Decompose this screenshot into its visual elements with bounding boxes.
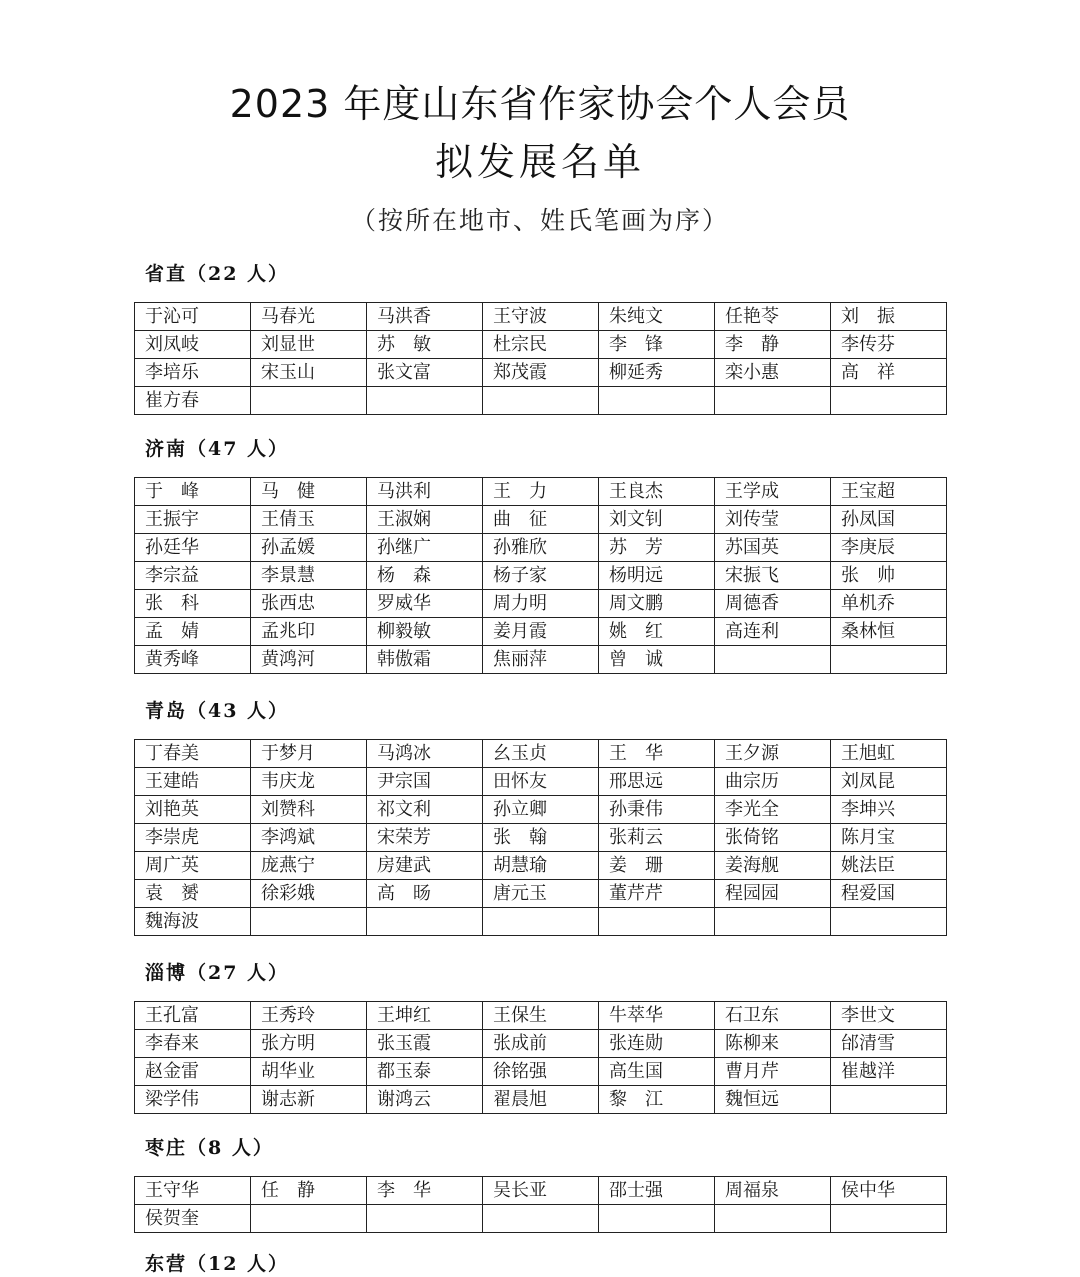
member-name-cell: 牛萃华 bbox=[599, 1002, 715, 1030]
member-name-cell: 孙立卿 bbox=[483, 796, 599, 824]
member-name-cell: 王夕源 bbox=[715, 740, 831, 768]
section-heading: 东营（12 人） bbox=[145, 1253, 290, 1275]
member-name-cell bbox=[831, 908, 947, 936]
member-name-cell: 张玉霞 bbox=[367, 1030, 483, 1058]
table-row bbox=[135, 562, 947, 590]
member-name-cell: 孙雅欣 bbox=[483, 534, 599, 562]
member-name-cell: 曲宗历 bbox=[715, 768, 831, 796]
table-row bbox=[135, 331, 947, 359]
member-name-cell: 周广英 bbox=[135, 852, 251, 880]
member-name-cell: 张莉云 bbox=[599, 824, 715, 852]
table-row bbox=[135, 478, 947, 506]
member-name-cell: 赵金雷 bbox=[135, 1058, 251, 1086]
table-row bbox=[135, 534, 947, 562]
member-name-cell: 杨明远 bbox=[599, 562, 715, 590]
member-name-cell: 崔越洋 bbox=[831, 1058, 947, 1086]
member-name-cell: 马鸿冰 bbox=[367, 740, 483, 768]
member-name-cell: 李庚辰 bbox=[831, 534, 947, 562]
member-name-cell: 崔方春 bbox=[135, 387, 251, 415]
member-name-cell: 刘显世 bbox=[251, 331, 367, 359]
member-name-cell: 韦庆龙 bbox=[251, 768, 367, 796]
member-name-cell: 李培乐 bbox=[135, 359, 251, 387]
member-name-cell: 曹月芹 bbox=[715, 1058, 831, 1086]
table-row bbox=[135, 506, 947, 534]
member-table bbox=[134, 739, 947, 936]
member-name-cell: 谢志新 bbox=[251, 1086, 367, 1114]
member-name-cell: 李春来 bbox=[135, 1030, 251, 1058]
member-name-cell: 姜月霞 bbox=[483, 618, 599, 646]
member-name-cell: 翟晨旭 bbox=[483, 1086, 599, 1114]
member-name-cell: 刘传莹 bbox=[715, 506, 831, 534]
member-name-cell: 张文富 bbox=[367, 359, 483, 387]
member-name-cell: 王 华 bbox=[599, 740, 715, 768]
member-name-cell bbox=[483, 387, 599, 415]
member-name-cell: 韩傲霜 bbox=[367, 646, 483, 674]
member-name-cell: 丁春美 bbox=[135, 740, 251, 768]
member-name-cell: 徐彩娥 bbox=[251, 880, 367, 908]
member-name-cell: 李光全 bbox=[715, 796, 831, 824]
table-row bbox=[135, 880, 947, 908]
member-name-cell: 宋玉山 bbox=[251, 359, 367, 387]
member-name-cell: 刘文钊 bbox=[599, 506, 715, 534]
member-name-cell: 高连利 bbox=[715, 618, 831, 646]
member-name-cell: 李 华 bbox=[367, 1177, 483, 1205]
member-name-cell: 王宝超 bbox=[831, 478, 947, 506]
table-row bbox=[135, 590, 947, 618]
member-name-cell: 王坤红 bbox=[367, 1002, 483, 1030]
member-name-cell: 刘凤岐 bbox=[135, 331, 251, 359]
member-name-cell: 张 科 bbox=[135, 590, 251, 618]
member-name-cell: 马 健 bbox=[251, 478, 367, 506]
member-name-cell: 王旭虹 bbox=[831, 740, 947, 768]
member-name-cell bbox=[831, 1086, 947, 1114]
member-name-cell: 邢思远 bbox=[599, 768, 715, 796]
member-name-cell: 幺玉贞 bbox=[483, 740, 599, 768]
section-heading: 济南（47 人） bbox=[145, 438, 290, 460]
member-name-cell: 董芹芹 bbox=[599, 880, 715, 908]
member-name-cell: 郑茂霞 bbox=[483, 359, 599, 387]
member-name-cell: 孙秉伟 bbox=[599, 796, 715, 824]
member-name-cell: 祁文利 bbox=[367, 796, 483, 824]
table-row bbox=[135, 1030, 947, 1058]
member-name-cell bbox=[831, 387, 947, 415]
member-name-cell: 田怀友 bbox=[483, 768, 599, 796]
member-name-cell: 于梦月 bbox=[251, 740, 367, 768]
member-name-cell: 张连勋 bbox=[599, 1030, 715, 1058]
member-name-cell: 徐铭强 bbox=[483, 1058, 599, 1086]
member-name-cell: 庞燕宁 bbox=[251, 852, 367, 880]
table-row bbox=[135, 768, 947, 796]
member-name-cell bbox=[251, 908, 367, 936]
section-heading: 青岛（43 人） bbox=[145, 700, 290, 722]
member-name-cell: 任艳苓 bbox=[715, 303, 831, 331]
member-name-cell: 周德香 bbox=[715, 590, 831, 618]
member-name-cell: 孟兆印 bbox=[251, 618, 367, 646]
table-row bbox=[135, 387, 947, 415]
member-name-cell: 王 力 bbox=[483, 478, 599, 506]
member-name-cell: 王守华 bbox=[135, 1177, 251, 1205]
member-name-cell: 孙孟媛 bbox=[251, 534, 367, 562]
member-name-cell: 陈月宝 bbox=[831, 824, 947, 852]
member-name-cell bbox=[831, 646, 947, 674]
section-heading: 枣庄（8 人） bbox=[145, 1137, 274, 1159]
member-name-cell: 高 祥 bbox=[831, 359, 947, 387]
member-name-cell: 李 锋 bbox=[599, 331, 715, 359]
member-name-cell: 程爱国 bbox=[831, 880, 947, 908]
member-name-cell: 王振宇 bbox=[135, 506, 251, 534]
member-name-cell: 李宗益 bbox=[135, 562, 251, 590]
member-name-cell bbox=[483, 1205, 599, 1233]
member-name-cell: 苏 敏 bbox=[367, 331, 483, 359]
table-row bbox=[135, 796, 947, 824]
member-name-cell: 宋振飞 bbox=[715, 562, 831, 590]
member-name-cell: 孙廷华 bbox=[135, 534, 251, 562]
member-name-cell: 王建皓 bbox=[135, 768, 251, 796]
member-table bbox=[134, 302, 947, 415]
member-name-cell: 孟 婧 bbox=[135, 618, 251, 646]
member-name-cell: 刘赞科 bbox=[251, 796, 367, 824]
member-name-cell: 袁 赟 bbox=[135, 880, 251, 908]
member-name-cell: 唐元玉 bbox=[483, 880, 599, 908]
member-name-cell: 苏 芳 bbox=[599, 534, 715, 562]
member-name-cell: 石卫东 bbox=[715, 1002, 831, 1030]
member-name-cell: 周福泉 bbox=[715, 1177, 831, 1205]
member-name-cell bbox=[599, 908, 715, 936]
member-name-cell: 王淑娴 bbox=[367, 506, 483, 534]
member-table bbox=[134, 1176, 947, 1233]
member-name-cell: 王倩玉 bbox=[251, 506, 367, 534]
member-name-cell: 于 峰 bbox=[135, 478, 251, 506]
table-row bbox=[135, 303, 947, 331]
member-name-cell: 杨子家 bbox=[483, 562, 599, 590]
member-name-cell: 陈柳来 bbox=[715, 1030, 831, 1058]
member-name-cell: 程园园 bbox=[715, 880, 831, 908]
table-row bbox=[135, 646, 947, 674]
member-name-cell: 栾小惠 bbox=[715, 359, 831, 387]
member-name-cell: 马洪香 bbox=[367, 303, 483, 331]
member-name-cell: 李景慧 bbox=[251, 562, 367, 590]
member-name-cell bbox=[251, 387, 367, 415]
member-name-cell: 柳延秀 bbox=[599, 359, 715, 387]
table-row bbox=[135, 1086, 947, 1114]
member-name-cell: 都玉泰 bbox=[367, 1058, 483, 1086]
member-name-cell bbox=[367, 1205, 483, 1233]
member-name-cell: 于沁可 bbox=[135, 303, 251, 331]
document-title: 2023 年度山东省作家协会个人会员 bbox=[229, 82, 851, 126]
table-row bbox=[135, 1058, 947, 1086]
member-name-cell: 周文鹏 bbox=[599, 590, 715, 618]
member-name-cell: 李 静 bbox=[715, 331, 831, 359]
member-name-cell: 李崇虎 bbox=[135, 824, 251, 852]
table-row bbox=[135, 1177, 947, 1205]
member-name-cell: 姚法臣 bbox=[831, 852, 947, 880]
member-name-cell: 胡慧瑜 bbox=[483, 852, 599, 880]
member-name-cell: 罗威华 bbox=[367, 590, 483, 618]
member-name-cell: 张 帅 bbox=[831, 562, 947, 590]
member-name-cell: 王秀玲 bbox=[251, 1002, 367, 1030]
member-name-cell: 朱纯文 bbox=[599, 303, 715, 331]
section-heading: 省直（22 人） bbox=[145, 263, 290, 285]
member-name-cell: 姜海舰 bbox=[715, 852, 831, 880]
member-name-cell: 高 旸 bbox=[367, 880, 483, 908]
member-name-cell: 邰清雪 bbox=[831, 1030, 947, 1058]
member-name-cell: 王守波 bbox=[483, 303, 599, 331]
member-name-cell: 张成前 bbox=[483, 1030, 599, 1058]
table-row bbox=[135, 1205, 947, 1233]
table-row bbox=[135, 824, 947, 852]
document-subtitle: （按所在地市、姓氏笔画为序） bbox=[350, 206, 729, 235]
member-name-cell: 马洪利 bbox=[367, 478, 483, 506]
member-name-cell: 杨 森 bbox=[367, 562, 483, 590]
member-name-cell: 杜宗民 bbox=[483, 331, 599, 359]
table-row bbox=[135, 1002, 947, 1030]
member-name-cell: 周力明 bbox=[483, 590, 599, 618]
table-row bbox=[135, 908, 947, 936]
member-name-cell: 刘凤昆 bbox=[831, 768, 947, 796]
member-name-cell: 张倚铭 bbox=[715, 824, 831, 852]
member-name-cell bbox=[715, 646, 831, 674]
member-name-cell: 姜 珊 bbox=[599, 852, 715, 880]
member-name-cell: 侯中华 bbox=[831, 1177, 947, 1205]
member-name-cell: 焦丽萍 bbox=[483, 646, 599, 674]
member-name-cell bbox=[367, 387, 483, 415]
member-name-cell: 任 静 bbox=[251, 1177, 367, 1205]
member-name-cell: 张方明 bbox=[251, 1030, 367, 1058]
member-name-cell: 王保生 bbox=[483, 1002, 599, 1030]
table-row bbox=[135, 618, 947, 646]
member-name-cell: 李世文 bbox=[831, 1002, 947, 1030]
member-name-cell: 魏海波 bbox=[135, 908, 251, 936]
member-name-cell: 孙凤国 bbox=[831, 506, 947, 534]
member-name-cell: 刘艳英 bbox=[135, 796, 251, 824]
member-name-cell: 马春光 bbox=[251, 303, 367, 331]
member-name-cell: 尹宗国 bbox=[367, 768, 483, 796]
section-heading: 淄博（27 人） bbox=[145, 962, 290, 984]
member-name-cell: 王孔富 bbox=[135, 1002, 251, 1030]
member-name-cell: 房建武 bbox=[367, 852, 483, 880]
member-name-cell: 王学成 bbox=[715, 478, 831, 506]
member-name-cell: 邵士强 bbox=[599, 1177, 715, 1205]
member-name-cell: 梁学伟 bbox=[135, 1086, 251, 1114]
member-name-cell bbox=[483, 908, 599, 936]
member-name-cell: 宋荣芳 bbox=[367, 824, 483, 852]
table-row bbox=[135, 359, 947, 387]
member-name-cell: 胡华业 bbox=[251, 1058, 367, 1086]
table-row bbox=[135, 852, 947, 880]
member-name-cell: 谢鸿云 bbox=[367, 1086, 483, 1114]
member-name-cell: 曾 诚 bbox=[599, 646, 715, 674]
member-name-cell: 曲 征 bbox=[483, 506, 599, 534]
member-name-cell: 柳毅敏 bbox=[367, 618, 483, 646]
member-name-cell: 黄秀峰 bbox=[135, 646, 251, 674]
member-name-cell bbox=[599, 387, 715, 415]
member-name-cell: 黄鸿河 bbox=[251, 646, 367, 674]
member-name-cell: 黎 江 bbox=[599, 1086, 715, 1114]
member-table bbox=[134, 1001, 947, 1114]
member-name-cell: 王良杰 bbox=[599, 478, 715, 506]
member-name-cell bbox=[715, 387, 831, 415]
member-name-cell bbox=[715, 908, 831, 936]
document-title-line2: 拟发展名单 bbox=[434, 140, 645, 184]
member-name-cell: 张西忠 bbox=[251, 590, 367, 618]
member-name-cell: 吴长亚 bbox=[483, 1177, 599, 1205]
member-name-cell bbox=[831, 1205, 947, 1233]
member-name-cell: 单机乔 bbox=[831, 590, 947, 618]
member-name-cell bbox=[715, 1205, 831, 1233]
member-name-cell: 张 翰 bbox=[483, 824, 599, 852]
member-name-cell: 孙继广 bbox=[367, 534, 483, 562]
member-name-cell: 李传芬 bbox=[831, 331, 947, 359]
member-table bbox=[134, 477, 947, 674]
member-name-cell: 桑林恒 bbox=[831, 618, 947, 646]
member-name-cell: 李坤兴 bbox=[831, 796, 947, 824]
member-name-cell: 侯贺奎 bbox=[135, 1205, 251, 1233]
table-row bbox=[135, 740, 947, 768]
member-name-cell: 姚 红 bbox=[599, 618, 715, 646]
member-name-cell: 李鸿斌 bbox=[251, 824, 367, 852]
member-name-cell bbox=[251, 1205, 367, 1233]
member-name-cell: 刘 振 bbox=[831, 303, 947, 331]
member-name-cell: 高生国 bbox=[599, 1058, 715, 1086]
member-name-cell: 魏恒远 bbox=[715, 1086, 831, 1114]
member-name-cell bbox=[599, 1205, 715, 1233]
member-name-cell bbox=[367, 908, 483, 936]
member-name-cell: 苏国英 bbox=[715, 534, 831, 562]
